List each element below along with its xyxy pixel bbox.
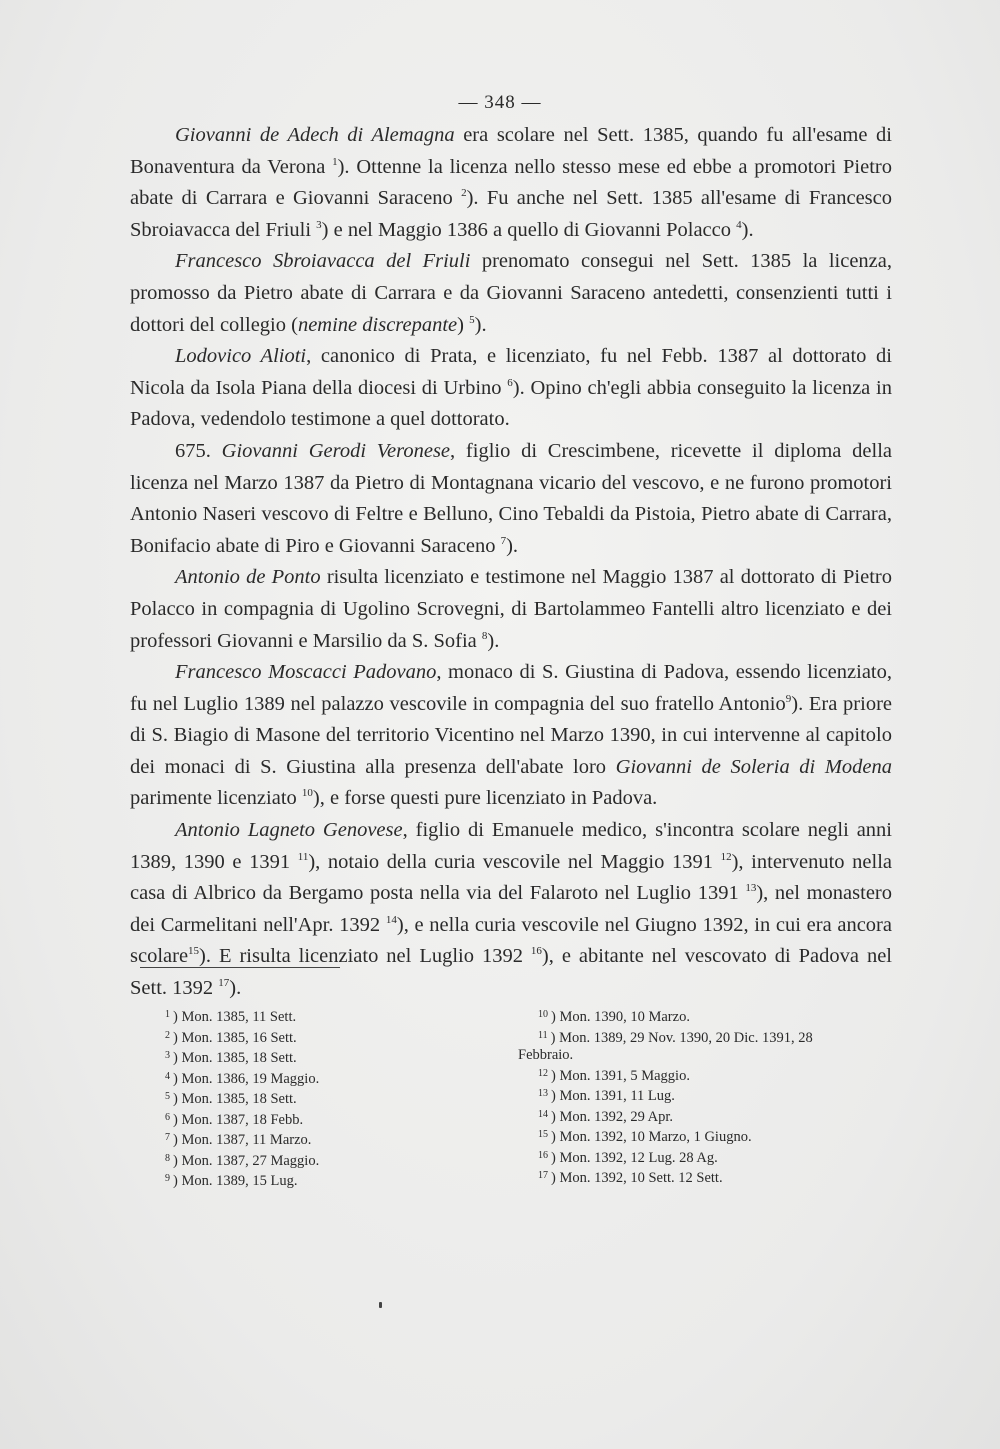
paragraph	[130, 562, 892, 657]
text-run: ).	[741, 218, 754, 241]
footnote-text: ) Mon. 1391, 5 Maggio.	[551, 1067, 690, 1084]
footnote-ref: 13	[745, 882, 757, 895]
footnote-text: ) Mon. 1391, 11 Lug.	[551, 1088, 675, 1104]
footnote-continuation: Febbraio.	[518, 1047, 574, 1063]
text-run: )	[457, 313, 470, 336]
footnote-ref: 17	[218, 977, 230, 990]
italic-name: Giovanni de Adech di Alemagna	[175, 124, 455, 146]
footnote-number: 9	[165, 1173, 170, 1184]
footnote-number: 1	[165, 1009, 170, 1020]
footnote-text: ) Mon. 1387, 11 Marzo.	[173, 1132, 312, 1148]
footnote-text: ) Mon. 1392, 12 Lug. 28 Ag.	[551, 1149, 718, 1166]
footnote-number: 8	[165, 1152, 170, 1164]
footnote-ref: 3	[316, 218, 322, 231]
footnote-text: ) Mon. 1390, 10 Marzo.	[551, 1009, 690, 1025]
text-run: ). Fu anche nel Sett. 1385 all'esame di Francesco Sbroiavacca del Friuli	[130, 187, 892, 241]
footnote	[518, 1006, 890, 1027]
text-run: ). E risulta licenziato nel Luglio 1392	[199, 945, 531, 968]
footnote	[165, 1088, 465, 1109]
print-speck	[379, 1302, 382, 1308]
paragraph	[130, 436, 892, 562]
footnote-text: ) Mon. 1392, 10 Sett. 12 Sett.	[551, 1170, 723, 1186]
text-run: ).	[506, 534, 519, 557]
footnote-number: 13	[538, 1088, 548, 1099]
footnote-ref: 15	[188, 945, 200, 958]
text-run: ), e abitante nel vescovato di Padova nel Sett. 1392	[130, 945, 892, 1000]
italic-name: Lodovico Alioti	[175, 345, 307, 368]
footnote-text: ) Mon. 1389, 15 Lug.	[173, 1173, 298, 1189]
footnote	[165, 1109, 465, 1130]
italic-name: Giovanni de Soleria di Modena	[615, 755, 893, 778]
footnote-number: 3	[165, 1050, 170, 1061]
footnote	[518, 1085, 890, 1106]
footnote-number: 4	[165, 1070, 170, 1082]
text-run: ). Opino ch'egli abbia conseguito la licenza in Padova, vedendolo testimone a quel dottorato.	[130, 376, 892, 431]
text-run: prenomato consegui nel Sett. 1385 la licenza, promosso da Pietro abate di Carrara e da Giovanni Saraceno antedetti, consenzienti tutti i dottori del collegio (	[130, 250, 892, 336]
footnote-ref: 16	[530, 945, 542, 958]
italic-name: nemine discrepante	[297, 313, 458, 336]
text-run: ), e nella curia vescovile nel Giugno 1392, in cui era ancora scolare	[130, 913, 892, 968]
text-run: , monaco di S. Giustina di Padova, essendo licenziato, fu nel Luglio 1389 nel palazzo vescovile in compagnia del suo fratello Antonio	[130, 661, 892, 715]
page-number: — 348 —	[458, 92, 542, 113]
footnote-number: 17	[538, 1170, 548, 1181]
paragraph	[130, 341, 892, 436]
italic-name: Antonio Lagneto Genovese	[175, 819, 403, 842]
footnote	[165, 1027, 465, 1048]
text-run: ).	[474, 313, 487, 336]
text-run: ), intervenuto nella casa di Albrico da Bergamo posta nella via del Falaroto nel Luglio 1391	[130, 850, 892, 905]
paragraph	[130, 246, 892, 341]
footnote-text: ) Mon. 1387, 18 Febb.	[173, 1111, 304, 1128]
footnote-text: ) Mon. 1385, 11 Sett.	[173, 1009, 297, 1025]
footnote-ref: 10	[301, 787, 313, 800]
footnote-text: ) Mon. 1387, 27 Maggio.	[173, 1152, 320, 1169]
text-run: ). Era priore di S. Biagio di Masone del territorio Vicentino nel Marzo 1390, in cui intervenne al capitolo dei monaci di S. Giustina alla presenza dell'abate loro	[130, 692, 892, 778]
footnote-ref: 14	[385, 913, 397, 926]
footnote-divider	[140, 967, 340, 968]
footnote-number: 11	[538, 1029, 548, 1041]
paragraph	[130, 815, 892, 1005]
text-run: era scolare nel Sett. 1385, quando fu all'esame di Bonaventura da Verona	[130, 124, 893, 178]
text-run: parimente licenziato	[130, 787, 302, 810]
text-run: , figlio di Emanuele medico, s'incontra scolare negli anni 1389, 1390 e 1391	[130, 819, 893, 873]
footnote-number: 6	[165, 1111, 170, 1123]
footnote-text: ) Mon. 1385, 16 Sett.	[173, 1029, 297, 1046]
footnote	[518, 1126, 890, 1147]
footnote-ref: 12	[720, 850, 732, 863]
footnote	[518, 1065, 890, 1086]
italic-name: Giovanni Gerodi Veronese	[221, 439, 451, 462]
footnote-ref: 4	[736, 218, 742, 231]
footnote	[165, 1047, 465, 1068]
text-run: ).	[229, 977, 242, 1000]
footnote-ref: 6	[507, 376, 513, 389]
italic-name: Francesco Sbroiavacca del Friuli	[175, 250, 471, 273]
footnote-number: 10	[538, 1009, 548, 1020]
footnote-number: 5	[165, 1091, 170, 1102]
footnote-number: 2	[165, 1029, 170, 1041]
footnote-number: 14	[538, 1108, 548, 1120]
footnote-ref: 8	[481, 629, 488, 642]
footnotes-left-column	[165, 1006, 465, 1191]
footnote	[518, 1027, 890, 1065]
footnote-ref: 2	[461, 187, 467, 200]
footnote-ref: 1	[332, 155, 338, 168]
footnote	[165, 1006, 465, 1027]
footnote	[165, 1129, 465, 1150]
text-run: ), e forse questi pure licenziato in Padova.	[312, 787, 658, 810]
main-text	[130, 120, 892, 1005]
footnote	[165, 1068, 465, 1089]
italic-name: Francesco Moscacci Padovano	[175, 661, 437, 684]
text-run: ) e nel Maggio 1386 a quello di Giovanni Polacco	[321, 218, 737, 241]
footnote-number: 12	[538, 1067, 548, 1079]
footnote-number: 15	[538, 1129, 548, 1140]
paragraph	[130, 120, 892, 246]
text-run: ), notaio della curia vescovile nel Maggio 1391	[308, 850, 721, 873]
text-run: risulta licenziato e testimone nel Maggio 1387 al dottorato di Pietro Polacco in compagnia di Ugolino Scrovegni, di Bartolammeo Fantelli altro licenziato e dei professori Giovanni e Marsilio da S. Sofia	[130, 566, 893, 652]
text-run: ). Ottenne la licenza nello stesso mese ed ebbe a promotori Pietro abate di Carrara e Giovanni Saraceno	[130, 155, 892, 210]
italic-name: Antonio de Ponto	[175, 566, 321, 589]
footnote-text: ) Mon. 1392, 10 Marzo, 1 Giugno.	[551, 1129, 752, 1145]
footnote-text: ) Mon. 1385, 18 Sett.	[173, 1091, 297, 1107]
footnote	[165, 1170, 465, 1191]
footnotes-right-column	[518, 1006, 890, 1188]
footnote-number: 16	[538, 1149, 548, 1161]
footnote-text: ) Mon. 1389, 29 Nov. 1390, 20 Dic. 1391, 28	[550, 1029, 813, 1046]
text-run: ).	[487, 629, 500, 652]
footnote	[518, 1106, 890, 1127]
footnote-text: ) Mon. 1386, 19 Maggio.	[173, 1070, 320, 1087]
footnote-number: 7	[165, 1132, 170, 1143]
footnote-text: ) Mon. 1385, 18 Sett.	[173, 1050, 297, 1066]
footnote	[165, 1150, 465, 1171]
footnote	[518, 1147, 890, 1168]
footnote-text: ) Mon. 1392, 29 Apr.	[551, 1108, 674, 1125]
footnote-ref: 9	[785, 692, 792, 705]
footnote-ref: 5	[469, 313, 475, 326]
text-run: , figlio di Crescimbene, ricevette il diploma della licenza nel Marzo 1387 da Pietro di Montagnana vicario del vescovo, e ne furono promotori Antonio Naseri vescovo di Feltre e Belluno, Cino Tebaldi da Pistoia, Pietro abate di Carrara, Bonifacio abate di Piro e Giovanni Saraceno	[130, 439, 892, 557]
paragraph	[130, 657, 892, 815]
footnote	[518, 1167, 890, 1188]
text-run: 675.	[175, 439, 222, 462]
text-run: ), nel monastero dei Carmelitani nell'Apr. 1392	[130, 882, 893, 936]
footnote-ref: 11	[297, 850, 309, 863]
text-run: , canonico di Prata, e licenziato, fu nel Febb. 1387 al dottorato di Nicola da Isola Piana della diocesi di Urbino	[130, 345, 892, 399]
footnote-ref: 7	[500, 534, 507, 547]
